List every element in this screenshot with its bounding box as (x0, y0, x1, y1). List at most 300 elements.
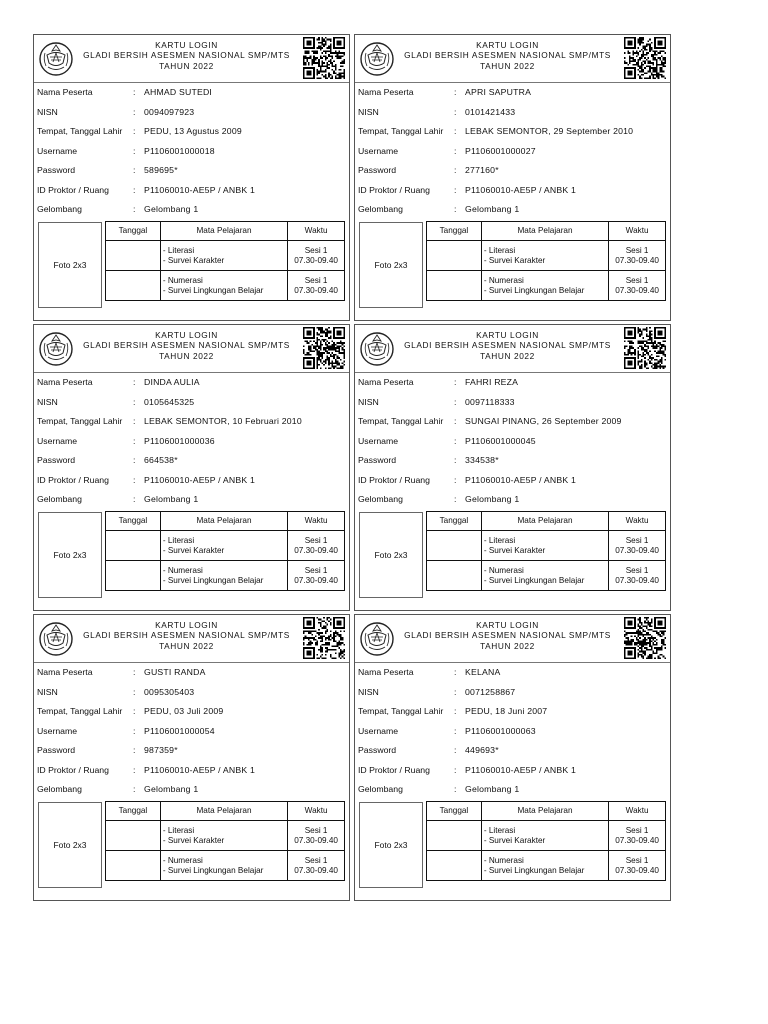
field-separator: : (454, 725, 457, 736)
schedule-row (106, 271, 345, 301)
field-row-tempat-tanggal-lahir (355, 122, 670, 142)
field-row-username (34, 722, 349, 742)
field-label: Tempat, Tanggal Lahir (358, 416, 444, 426)
field-separator: : (454, 87, 457, 97)
field-row-username (355, 432, 670, 452)
field-separator: : (133, 145, 136, 156)
field-row-id-proktor-ruang (34, 181, 349, 201)
session-date (427, 531, 482, 561)
field-separator: : (454, 416, 457, 426)
header-waktu: Waktu (609, 802, 666, 821)
field-value-nama-peserta: GUSTI RANDA (144, 667, 206, 677)
card-subtitle: GLADI BERSIH ASESMEN NASIONAL SMP/MTS (404, 340, 611, 351)
tut-wuri-handayani-logo (38, 331, 74, 367)
subject-line: - Survei Lingkungan Belajar (483, 285, 585, 295)
participant-info (355, 663, 670, 800)
field-value-tempat-tanggal-lahir: PEDU, 18 Juni 2007 (465, 706, 548, 716)
session-hours: 07.30-09.40 (615, 285, 659, 295)
subject-line: - Numerasi (483, 856, 524, 866)
field-row-nama-peserta (34, 373, 349, 393)
session-number: Sesi 1 (304, 246, 328, 256)
field-separator: : (454, 784, 457, 794)
session-date (106, 821, 161, 851)
field-label: Gelombang (37, 494, 82, 504)
field-separator: : (454, 474, 457, 485)
schedule-row (427, 821, 666, 851)
card-header (355, 325, 670, 373)
photo-placeholder: Foto 2x3 (359, 802, 423, 888)
schedule-header-row (427, 222, 666, 241)
header-mata-pelajaran: Mata Pelajaran (481, 222, 608, 241)
session-number: Sesi 1 (304, 566, 328, 576)
field-label: Gelombang (358, 204, 403, 214)
subject-line: - Numerasi (483, 566, 524, 576)
subject-line: - Survei Karakter (162, 835, 225, 845)
field-separator: : (133, 416, 136, 426)
header-mata-pelajaran: Mata Pelajaran (160, 512, 287, 531)
header-tanggal: Tanggal (427, 222, 482, 241)
field-label: Username (358, 725, 399, 736)
session-number: Sesi 1 (304, 536, 328, 546)
field-label: Gelombang (37, 204, 82, 214)
card-title-block (399, 330, 616, 361)
schedule-row (427, 531, 666, 561)
session-date (106, 271, 161, 301)
field-value-tempat-tanggal-lahir: PEDU, 13 Agustus 2009 (144, 126, 242, 136)
field-separator: : (454, 377, 457, 387)
field-separator: : (454, 396, 457, 407)
session-subjects (481, 531, 608, 561)
field-value-username: P1106001000018 (144, 145, 215, 156)
field-value-tempat-tanggal-lahir: PEDU, 03 Juli 2009 (144, 706, 224, 716)
photo-placeholder: Foto 2x3 (359, 512, 423, 598)
field-separator: : (133, 725, 136, 736)
field-value-id-proktor-ruang: P11060010-AE5P / ANBK 1 (465, 184, 577, 195)
card-subtitle: GLADI BERSIH ASESMEN NASIONAL SMP/MTS (404, 630, 611, 641)
field-label: Username (358, 435, 399, 446)
field-row-nama-peserta (355, 373, 670, 393)
field-row-nama-peserta (34, 663, 349, 683)
field-label: Nama Peserta (358, 377, 414, 387)
field-row-username (355, 142, 670, 162)
field-label: Password (37, 165, 76, 175)
field-row-gelombang (355, 490, 670, 510)
field-separator: : (133, 396, 136, 407)
card-year: TAHUN 2022 (480, 350, 535, 361)
field-label: NISN (37, 396, 58, 407)
schedule-row (106, 561, 345, 591)
card-title-block (78, 330, 295, 361)
session-subjects (160, 821, 287, 851)
field-separator: : (133, 784, 136, 794)
session-date (106, 851, 161, 881)
session-time (288, 821, 345, 851)
session-time (288, 271, 345, 301)
field-row-password (355, 161, 670, 181)
field-row-password (34, 741, 349, 761)
field-label: ID Proktor / Ruang (37, 764, 109, 775)
field-separator: : (133, 377, 136, 387)
field-separator: : (133, 764, 136, 775)
header-mata-pelajaran: Mata Pelajaran (481, 802, 608, 821)
field-value-nama-peserta: DINDA AULIA (144, 377, 200, 387)
tut-wuri-handayani-logo (38, 621, 74, 657)
field-separator: : (133, 184, 136, 195)
card-title: KARTU LOGIN (155, 330, 218, 340)
field-separator: : (133, 106, 136, 117)
field-value-password: 334538* (465, 455, 499, 465)
card-year: TAHUN 2022 (159, 350, 214, 361)
session-time (288, 561, 345, 591)
participant-info (34, 663, 349, 800)
field-value-nisn: 0071258867 (465, 686, 516, 697)
subject-line: - Literasi (162, 246, 195, 256)
session-hours: 07.30-09.40 (615, 575, 659, 585)
field-value-password: 449693* (465, 745, 499, 755)
tut-wuri-handayani-logo (359, 621, 395, 657)
schedule-table (105, 511, 345, 591)
participant-info (355, 373, 670, 510)
subject-line: - Literasi (483, 536, 516, 546)
field-separator: : (133, 667, 136, 677)
field-separator: : (454, 106, 457, 117)
schedule-row (427, 851, 666, 881)
header-waktu: Waktu (288, 512, 345, 531)
field-value-gelombang: Gelombang 1 (144, 784, 199, 794)
field-value-gelombang: Gelombang 1 (465, 204, 520, 214)
field-label: ID Proktor / Ruang (358, 764, 430, 775)
session-date (106, 561, 161, 591)
qr-code-icon (303, 37, 345, 79)
field-value-password: 277160* (465, 165, 499, 175)
session-hours: 07.30-09.40 (615, 835, 659, 845)
field-separator: : (454, 667, 457, 677)
field-row-password (34, 451, 349, 471)
subject-line: - Survei Karakter (483, 545, 546, 555)
field-value-nisn: 0101421433 (465, 106, 516, 117)
field-row-tempat-tanggal-lahir (34, 412, 349, 432)
header-waktu: Waktu (609, 222, 666, 241)
session-subjects (160, 271, 287, 301)
session-number: Sesi 1 (304, 826, 328, 836)
field-value-nama-peserta: FAHRI REZA (465, 377, 519, 387)
qr-code-icon (624, 37, 666, 79)
session-number: Sesi 1 (625, 826, 649, 836)
field-value-nisn: 0105645325 (144, 396, 195, 407)
field-row-password (34, 161, 349, 181)
subject-line: - Survei Karakter (483, 835, 546, 845)
field-label: Nama Peserta (358, 87, 414, 97)
field-label: Nama Peserta (37, 377, 93, 387)
field-label: Nama Peserta (37, 87, 93, 97)
field-value-tempat-tanggal-lahir: LEBAK SEMONTOR, 29 September 2010 (465, 126, 634, 136)
field-label: Gelombang (37, 784, 82, 794)
subject-line: - Survei Lingkungan Belajar (483, 575, 585, 585)
field-separator: : (454, 184, 457, 195)
card-year: TAHUN 2022 (480, 60, 535, 71)
field-row-tempat-tanggal-lahir (355, 412, 670, 432)
field-label: NISN (37, 106, 58, 117)
session-time (609, 561, 666, 591)
subject-line: - Numerasi (162, 276, 203, 286)
field-row-nisn (355, 393, 670, 413)
field-row-gelombang (34, 200, 349, 220)
subject-line: - Survei Karakter (483, 255, 546, 265)
field-value-password: 589695* (144, 165, 178, 175)
field-row-nama-peserta (34, 83, 349, 103)
card-subtitle: GLADI BERSIH ASESMEN NASIONAL SMP/MTS (404, 50, 611, 61)
field-value-tempat-tanggal-lahir: SUNGAI PINANG, 26 September 2009 (465, 416, 622, 426)
session-time (609, 271, 666, 301)
session-number: Sesi 1 (625, 246, 649, 256)
field-separator: : (454, 764, 457, 775)
schedule-row (106, 821, 345, 851)
field-label: NISN (358, 396, 379, 407)
field-value-username: P1106001000036 (144, 435, 215, 446)
header-tanggal: Tanggal (106, 222, 161, 241)
session-number: Sesi 1 (625, 536, 649, 546)
schedule-row (427, 271, 666, 301)
schedule-row (106, 851, 345, 881)
field-label: Password (358, 455, 397, 465)
session-date (427, 821, 482, 851)
subject-line: - Survei Lingkungan Belajar (162, 865, 264, 875)
field-label: Username (37, 725, 78, 736)
card-title: KARTU LOGIN (476, 40, 539, 50)
field-value-password: 664538* (144, 455, 178, 465)
card-year: TAHUN 2022 (159, 640, 214, 651)
schedule-row (427, 561, 666, 591)
field-label: Username (358, 145, 399, 156)
header-tanggal: Tanggal (106, 512, 161, 531)
schedule-header-row (106, 512, 345, 531)
login-card-5 (33, 614, 350, 901)
card-title: KARTU LOGIN (476, 620, 539, 630)
header-tanggal: Tanggal (427, 802, 482, 821)
field-separator: : (454, 745, 457, 755)
field-separator: : (133, 455, 136, 465)
session-time (609, 821, 666, 851)
field-value-nama-peserta: KELANA (465, 667, 501, 677)
subject-line: - Numerasi (483, 276, 524, 286)
photo-placeholder: Foto 2x3 (38, 802, 102, 888)
field-separator: : (133, 126, 136, 136)
field-label: Nama Peserta (37, 667, 93, 677)
schedule-table (426, 221, 666, 301)
card-title-block (78, 620, 295, 651)
field-value-nama-peserta: APRI SAPUTRA (465, 87, 532, 97)
session-time (609, 851, 666, 881)
session-date (106, 241, 161, 271)
field-row-id-proktor-ruang (355, 471, 670, 491)
card-header (34, 615, 349, 663)
login-card-4 (354, 324, 671, 611)
field-label: ID Proktor / Ruang (37, 474, 109, 485)
field-value-username: P1106001000027 (465, 145, 536, 156)
field-separator: : (454, 706, 457, 716)
field-label: NISN (358, 686, 379, 697)
field-separator: : (454, 145, 457, 156)
session-date (427, 561, 482, 591)
field-value-gelombang: Gelombang 1 (465, 494, 520, 504)
subject-line: - Survei Lingkungan Belajar (162, 575, 264, 585)
session-subjects (481, 271, 608, 301)
subject-line: - Survei Lingkungan Belajar (483, 865, 585, 875)
card-year: TAHUN 2022 (480, 640, 535, 651)
subject-line: - Numerasi (162, 856, 203, 866)
field-row-gelombang (34, 780, 349, 800)
photo-placeholder: Foto 2x3 (38, 512, 102, 598)
field-row-tempat-tanggal-lahir (355, 702, 670, 722)
schedule-row (106, 531, 345, 561)
card-header (355, 35, 670, 83)
field-separator: : (454, 435, 457, 446)
schedule-table (426, 801, 666, 881)
subject-line: - Literasi (162, 536, 195, 546)
field-row-gelombang (355, 200, 670, 220)
session-hours: 07.30-09.40 (294, 575, 338, 585)
subject-line: - Numerasi (162, 566, 203, 576)
field-row-id-proktor-ruang (355, 761, 670, 781)
field-row-username (34, 432, 349, 452)
header-mata-pelajaran: Mata Pelajaran (481, 512, 608, 531)
schedule-header-row (106, 222, 345, 241)
session-subjects (160, 531, 287, 561)
field-label: Password (358, 165, 397, 175)
field-label: Username (37, 435, 78, 446)
field-row-nisn (34, 683, 349, 703)
login-card-2 (354, 34, 671, 321)
field-separator: : (133, 686, 136, 697)
subject-line: - Survei Lingkungan Belajar (162, 285, 264, 295)
session-subjects (481, 821, 608, 851)
field-label: ID Proktor / Ruang (358, 184, 430, 195)
qr-code-icon (303, 327, 345, 369)
field-value-id-proktor-ruang: P11060010-AE5P / ANBK 1 (144, 474, 256, 485)
field-value-nisn: 0094097923 (144, 106, 195, 117)
card-header (34, 325, 349, 373)
session-number: Sesi 1 (304, 276, 328, 286)
field-value-gelombang: Gelombang 1 (144, 494, 199, 504)
photo-placeholder: Foto 2x3 (359, 222, 423, 308)
qr-code-icon (624, 617, 666, 659)
session-hours: 07.30-09.40 (294, 545, 338, 555)
header-waktu: Waktu (609, 512, 666, 531)
field-row-tempat-tanggal-lahir (34, 122, 349, 142)
field-row-id-proktor-ruang (34, 761, 349, 781)
card-title: KARTU LOGIN (155, 40, 218, 50)
session-subjects (160, 561, 287, 591)
field-separator: : (133, 706, 136, 716)
field-value-nama-peserta: AHMAD SUTEDI (144, 87, 213, 97)
field-value-username: P1106001000045 (465, 435, 536, 446)
header-tanggal: Tanggal (427, 512, 482, 531)
schedule-row (106, 241, 345, 271)
session-hours: 07.30-09.40 (294, 285, 338, 295)
field-row-password (355, 451, 670, 471)
session-date (427, 851, 482, 881)
qr-code-icon (624, 327, 666, 369)
field-separator: : (454, 494, 457, 504)
session-date (427, 271, 482, 301)
field-row-nisn (355, 103, 670, 123)
field-value-password: 987359* (144, 745, 178, 755)
session-hours: 07.30-09.40 (615, 255, 659, 265)
participant-info (34, 83, 349, 220)
field-label: Tempat, Tanggal Lahir (358, 126, 444, 136)
field-row-username (355, 722, 670, 742)
field-row-id-proktor-ruang (34, 471, 349, 491)
field-separator: : (454, 686, 457, 697)
field-label: Password (358, 745, 397, 755)
card-title: KARTU LOGIN (476, 330, 539, 340)
field-label: Nama Peserta (358, 667, 414, 677)
card-subtitle: GLADI BERSIH ASESMEN NASIONAL SMP/MTS (83, 50, 290, 61)
card-subtitle: GLADI BERSIH ASESMEN NASIONAL SMP/MTS (83, 630, 290, 641)
tut-wuri-handayani-logo (359, 41, 395, 77)
field-value-id-proktor-ruang: P11060010-AE5P / ANBK 1 (144, 184, 256, 195)
card-year: TAHUN 2022 (159, 60, 214, 71)
session-hours: 07.30-09.40 (294, 255, 338, 265)
subject-line: - Literasi (483, 246, 516, 256)
schedule-header-row (427, 802, 666, 821)
field-row-nama-peserta (355, 663, 670, 683)
qr-code-icon (303, 617, 345, 659)
subject-line: - Literasi (483, 826, 516, 836)
session-number: Sesi 1 (304, 856, 328, 866)
header-waktu: Waktu (288, 802, 345, 821)
login-card-1 (33, 34, 350, 321)
card-title-block (78, 40, 295, 71)
session-subjects (481, 241, 608, 271)
field-row-nisn (34, 393, 349, 413)
field-value-gelombang: Gelombang 1 (144, 204, 199, 214)
field-label: Tempat, Tanggal Lahir (37, 416, 123, 426)
field-separator: : (454, 204, 457, 214)
session-time (288, 851, 345, 881)
session-subjects (160, 851, 287, 881)
participant-info (34, 373, 349, 510)
field-row-gelombang (34, 490, 349, 510)
field-separator: : (133, 494, 136, 504)
card-header (355, 615, 670, 663)
field-value-nisn: 0097118333 (465, 396, 515, 407)
field-value-id-proktor-ruang: P11060010-AE5P / ANBK 1 (144, 764, 256, 775)
field-row-password (355, 741, 670, 761)
schedule-header-row (106, 802, 345, 821)
field-separator: : (454, 455, 457, 465)
subject-line: - Literasi (162, 826, 195, 836)
login-card-6 (354, 614, 671, 901)
session-date (427, 241, 482, 271)
schedule-table (426, 511, 666, 591)
field-row-id-proktor-ruang (355, 181, 670, 201)
field-label: Tempat, Tanggal Lahir (37, 706, 123, 716)
field-label: Gelombang (358, 784, 403, 794)
field-separator: : (133, 435, 136, 446)
schedule-table (105, 221, 345, 301)
field-separator: : (133, 87, 136, 97)
field-label: Tempat, Tanggal Lahir (37, 126, 123, 136)
field-value-gelombang: Gelombang 1 (465, 784, 520, 794)
header-mata-pelajaran: Mata Pelajaran (160, 802, 287, 821)
field-separator: : (454, 165, 457, 175)
session-number: Sesi 1 (625, 856, 649, 866)
field-row-nama-peserta (355, 83, 670, 103)
tut-wuri-handayani-logo (359, 331, 395, 367)
card-subtitle: GLADI BERSIH ASESMEN NASIONAL SMP/MTS (83, 340, 290, 351)
field-separator: : (133, 745, 136, 755)
